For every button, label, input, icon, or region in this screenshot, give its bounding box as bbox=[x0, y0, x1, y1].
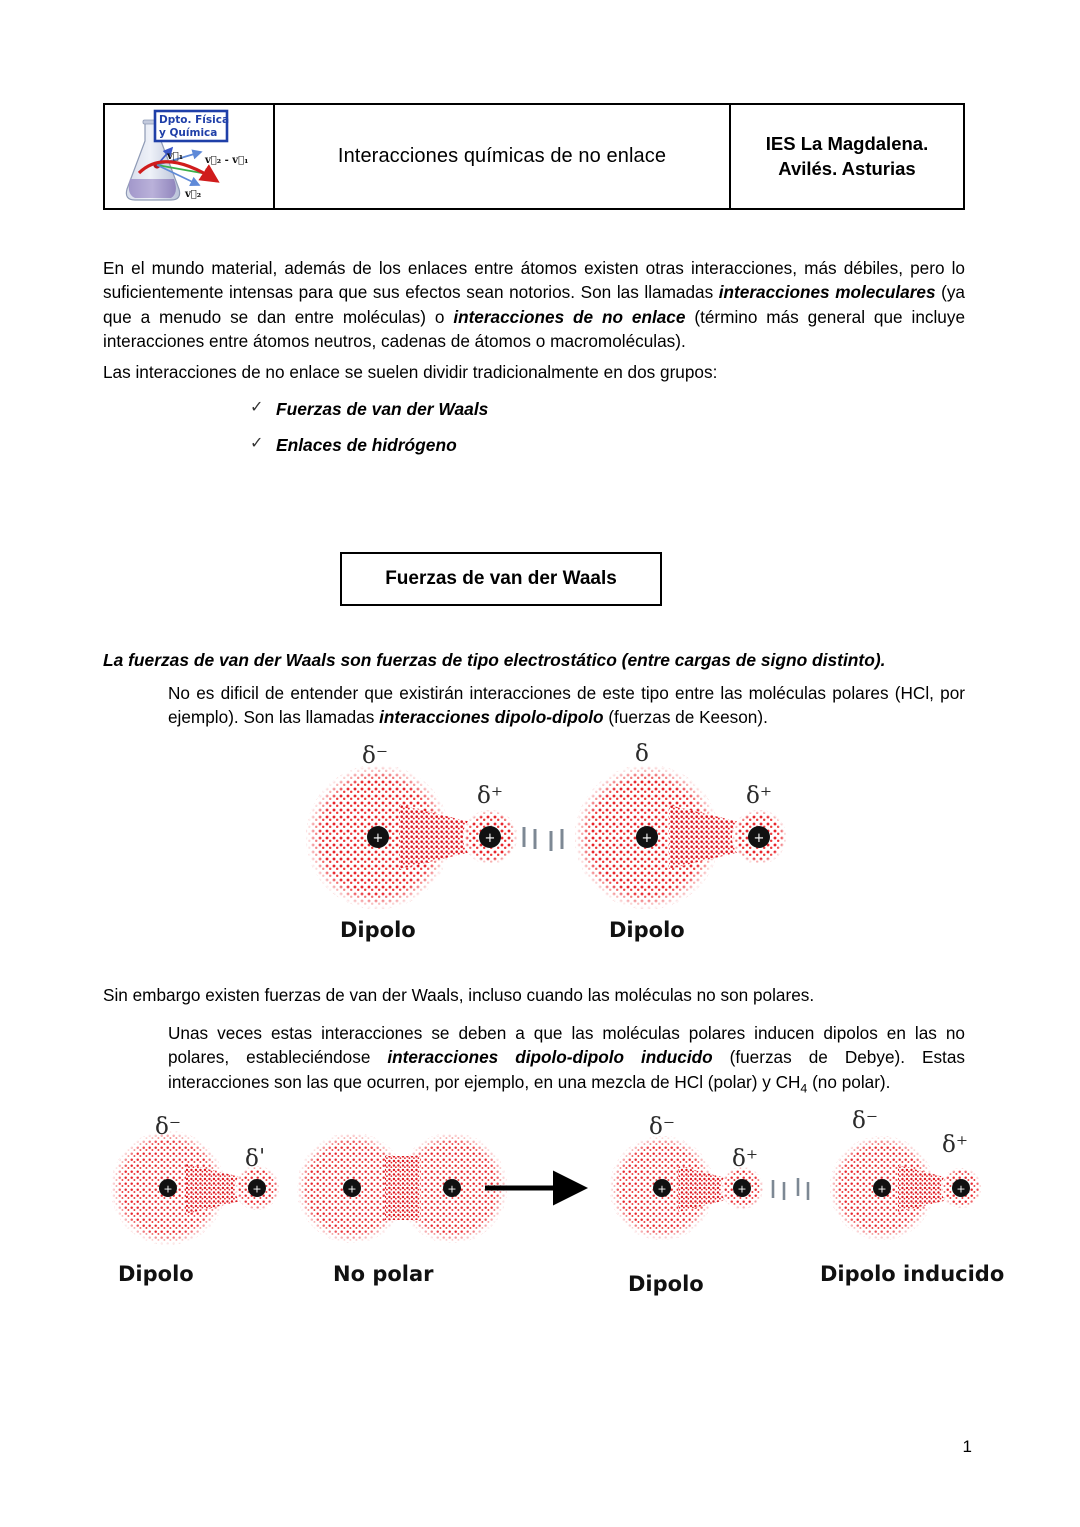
document-header-table bbox=[103, 103, 965, 210]
intro-paragraph-1 bbox=[103, 256, 965, 354]
svg-text:+: + bbox=[641, 831, 653, 846]
school-name bbox=[766, 132, 928, 181]
check-icon: ✓ bbox=[250, 434, 264, 452]
school-line-2: Avilés. Asturias bbox=[778, 157, 916, 179]
figure-caption-dipolo-1: Dipolo bbox=[340, 918, 416, 942]
delta-negative-label-f2-3: δ⁻ bbox=[649, 1114, 675, 1140]
intro-paragraph-2: Las interacciones de no enlace se suelen dividir tradicionalmente en dos grupos: bbox=[103, 362, 718, 382]
list-item bbox=[250, 434, 770, 457]
intermolecular-dashes-2 bbox=[773, 1178, 808, 1200]
vdw-p3-part-b: (fuerzas de Debye). Estas interacciones son las que ocurren, por ejemplo, en una mezcla de HCl (polar) y CH bbox=[168, 1047, 965, 1092]
header-logo-cell bbox=[105, 105, 275, 208]
delta-positive-label-f2-1: δˈ bbox=[245, 1146, 266, 1172]
intro-p1-part-a: En el mundo material, además de los enlaces entre átomos existen otras interacciones, más débiles, pero lo suficientemente intensas para que sus efectos sean notorios. Son las llamadas bbox=[103, 258, 965, 303]
vdw-paragraph-3 bbox=[168, 1021, 965, 1098]
svg-text:+: + bbox=[372, 831, 384, 846]
header-school-cell bbox=[731, 105, 963, 208]
vdw-p3-part-a: Unas veces estas interacciones se deben a que las moléculas polares inducen dipolos en las no polares, estableciéndose bbox=[168, 1023, 965, 1068]
vdw-p1-part-a: No es dificil de entender que existirán interacciones de este tipo entre las moléculas polares (HCl, por ejemplo). Son las llamadas bbox=[168, 683, 965, 728]
svg-text:v⃗₂ - v⃗₁: v⃗₂ - v⃗₁ bbox=[205, 154, 249, 166]
svg-text:v⃗₂: v⃗₂ bbox=[185, 188, 202, 200]
vdw-p1-emphasis: interacciones dipolo-dipolo bbox=[379, 707, 604, 728]
vdw-p3-part-c: (no polar). bbox=[807, 1071, 891, 1092]
dipolo-dipolo-figure bbox=[290, 741, 800, 965]
svg-text:+: + bbox=[347, 1182, 357, 1196]
delta-negative-label-f2-1: δ⁻ bbox=[155, 1114, 181, 1140]
svg-text:+: + bbox=[877, 1182, 887, 1196]
svg-text:+: + bbox=[252, 1182, 262, 1196]
intro-p1-part-b: (ya que a menudo se dan entre moléculas) o bbox=[103, 282, 965, 327]
delta-positive-label-1: δ⁺ bbox=[477, 783, 503, 809]
svg-text:Dpto. Física: Dpto. Física bbox=[159, 113, 230, 126]
dipole-dipole-illustration bbox=[290, 745, 800, 925]
intro-p1-part-c: (término más general que incluye interacciones entre átomos neutros, cadenas de átomos o macromoléculas). bbox=[103, 306, 966, 352]
header-title-cell bbox=[275, 105, 731, 208]
figure-caption-dipolo-2: Dipolo bbox=[609, 918, 685, 942]
svg-text:+: + bbox=[753, 831, 765, 846]
delta-positive-label-2: δ⁺ bbox=[746, 783, 772, 809]
svg-text:+: + bbox=[657, 1182, 667, 1196]
nonbond-groups-list bbox=[250, 398, 770, 469]
list-item bbox=[250, 398, 770, 421]
list-item-label: Enlaces de hidrógeno bbox=[276, 434, 457, 455]
delta-positive-label-f2-4: δ⁺ bbox=[942, 1132, 968, 1158]
delta-negative-label-f2-4: δ⁻ bbox=[852, 1108, 878, 1134]
vdw-paragraph-2: Sin embargo existen fuerzas de van der Waals, incluso cuando las moléculas no son polares. bbox=[103, 985, 815, 1005]
svg-text:v⃗₁: v⃗₁ bbox=[167, 150, 184, 162]
vdw-p1-part-b: (fuerzas de Keeson). bbox=[603, 707, 768, 728]
figure2-caption-no-polar: No polar bbox=[333, 1262, 434, 1286]
figure2-caption-dipolo-2: Dipolo bbox=[628, 1272, 704, 1296]
page-number: 1 bbox=[962, 1437, 972, 1456]
dipolo-dipolo-inducido-figure bbox=[100, 1108, 1005, 1310]
intermolecular-dashes bbox=[524, 827, 562, 851]
figure2-caption-dipolo: Dipolo bbox=[118, 1262, 194, 1286]
vdw-paragraph-1 bbox=[168, 681, 965, 730]
delta-positive-label-f2-3: δ⁺ bbox=[732, 1146, 758, 1172]
section-heading-label: Fuerzas de van der Waals bbox=[385, 568, 617, 589]
school-line-1: IES La Magdalena. bbox=[765, 133, 929, 155]
molecule-no-polar bbox=[297, 1133, 507, 1243]
check-icon: ✓ bbox=[250, 399, 264, 416]
figure2-caption-dipolo-inducido: Dipolo inducido bbox=[820, 1262, 1005, 1286]
section-heading-box bbox=[340, 552, 662, 606]
intro-p1-emphasis-1: interacciones moleculares bbox=[718, 282, 936, 303]
induced-dipole-illustration bbox=[100, 1110, 990, 1270]
delta-negative-label-2: δ bbox=[635, 741, 649, 767]
svg-text:+: + bbox=[447, 1182, 457, 1196]
dpto-fisica-quimica-logo bbox=[109, 107, 269, 207]
intro-p1-emphasis-2: interacciones de no enlace bbox=[453, 306, 686, 327]
svg-text:+: + bbox=[484, 831, 496, 846]
flask-vectors-icon bbox=[109, 107, 269, 207]
svg-text:+: + bbox=[956, 1182, 966, 1196]
vdw-p3-emphasis: interacciones dipolo-dipolo inducido bbox=[387, 1047, 713, 1068]
svg-text:+: + bbox=[737, 1182, 747, 1196]
list-item-label: Fuerzas de van der Waals bbox=[276, 399, 489, 419]
methane-subscript: 4 bbox=[800, 1081, 808, 1096]
document-title: Interacciones químicas de no enlace bbox=[337, 145, 667, 167]
svg-text:y Química: y Química bbox=[159, 126, 218, 139]
svg-text:+: + bbox=[163, 1182, 173, 1196]
vdw-lead-sentence: La fuerzas de van der Waals son fuerzas de tipo electrostático (entre cargas de signo distinto). bbox=[103, 650, 886, 670]
delta-negative-label-1: δ⁻ bbox=[362, 743, 388, 769]
